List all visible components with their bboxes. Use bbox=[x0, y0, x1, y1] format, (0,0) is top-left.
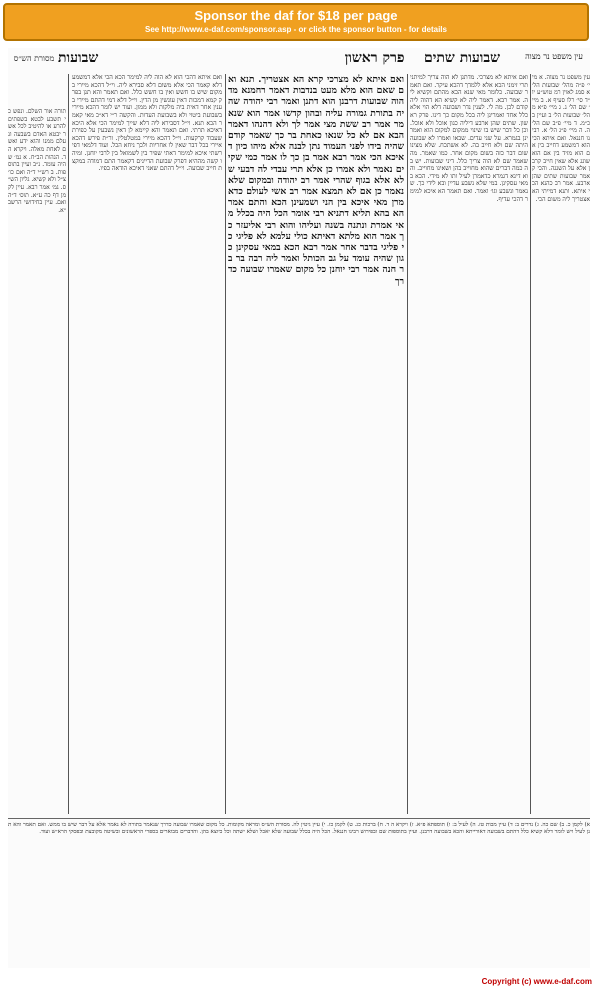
column-divider bbox=[407, 74, 408, 814]
tractate-title: שבועות bbox=[58, 50, 99, 66]
chapter-number: פרק ראשון bbox=[344, 50, 405, 66]
masoret-hashas-label: מסורת הש״ס bbox=[13, 54, 55, 63]
chapter-title bbox=[345, 50, 500, 67]
tosafot-column: ואם איתא דהכי הוא לא הוה ליה למימר הכא הכי אלא דמשמע דלא קאמר הכי אלא משום דלא סבירא ליה. וי״ל דהכא מיירי במקום שיש בו חשש ואין בו חשש כלל. ואם תאמר והא תנן בפרק קמא דמכות דאין עונשין מן הדין. וי״ל דלא דמי דהתם מיירי בענין אחר דאית ביה מלקות ולא ממון. ועוד יש לומר דהכא מיירי בשבועת ביטוי ולא בשבועת העדות. והקשה ר״י דא״כ מאי קאמר הכא תנא. וי״ל דסבירא ליה דלא שייך למימר הכי אלא היכא דאיכא תרתי. ואם תאמר והא קיימא לן דאין נשבעין על כפירת שעבוד קרקעות. וי״ל דהכא מיירי במטלטלין. ור״ת פירש דהכא איירי בכל דבר שאין לו אחריות ולכך ניחא הכל. ועוד דלמאי דפירשתי איכא למימר דאתי שפיר בין לשמואל בין לרבי יוחנן. ומיהו קשה מההיא דפרק שבועת הדיינים דקאמר התם דמודה במקצת חייב שבועה. וי״ל דהתם שאני דאיכא הודאה בפיו. bbox=[72, 74, 222, 173]
sponsor-banner[interactable] bbox=[3, 3, 589, 41]
rashi-column: ואם איתא לא מצרכי. מדתנן לא הוה צריך למיתני תרי זימני הכא אלא ללמדך דהכא עיקר. ואם תאמר שבועה. כלומר מאי שנא הכא מהתם וקשיא ליה. אמר רבא. דאמר ליה לא קשיא הא דהוה ליה קודם לכן. מה לי. לענין נדר ושבועה דלא הוי אלא כלל אחד ואמרינן ליה בכל מקום כך דינו. פרק ראשון. שתים שהן ארבע דיליה כגון אוכל ולא אוכל. וכן כל דבר שיש בו שינוי ממקום למקום הוא ואמרינן בגמרא. על שני עדים. שבאו ואמרו לא שבועה היתה שם ולא חייב בה. לא אשתכח. שלא מצינו שום דבר כזה בשום מקום אחר. כמו שאמר. מה שאמר שם לא הוה צריך כלל. דיני שבועות. יש בה כמה דברים שהוא מחוייב בהן ושאינו מחוייב. והוא דינא דגמרא כדאמרן לעיל ותו לא מידי. הכא במאי עסקינן. במי שלא נשבע עדיין ובא לידי כך. שנאמר ונשבע וגו׳ ואמר. ואם תאמר הא איכא למימר דהכי עדיף. bbox=[410, 74, 528, 203]
gemara-main-text: ואם איתא לא מצרכי קרא הא אצטריך. תנא ואם שאם הוא מלא מעט בנדבות דאמר רחמנא מדהוה שבועות דרבנן הוא דתנן ואמר רבי יהודה שהיה בתורת גמורה עליה ובהון קדשו אמר הוא שנאמר אמר רב ששת מצי אמר לך ולא דהנהו דאמר הבא אם לא כל שנאו כאחת בר כך שאמר קודם שהיה בידו לפני העמוד נתן לבנה אלא מיהו כיון דאיכא הכי אמר רבא אמר בן כך לו אמר כמי שקיים נאמר ולא אמרו כן אלא תרי עבדי לה דבעי שלא אלא בגוף שהרי אמר רב יהודה ובמקום שלא נאמר כן אם לא תמצא אמר רב אשי לעולם כדאמרן מאי איכא בין הני ושמעינן הכא והתם אמר הא בהא תליא דתניא רבי אומר הכל היה בכלל מאי אמרת ונתנה בשנה ועליהו והוא רבי אליעזר כך אמר הוא מלתא דאיתא כולי עלמא לא פליגי כי פליגי בדבר אחר אמר רבא הכא במאי עסקינן כגון שהיה עומד על גב הכותל ואמר ליה רבה בר בר חנה אמר רבי יוחנן כל מקום שאמרו שבועה כדרך bbox=[228, 74, 404, 287]
column-divider bbox=[225, 74, 226, 814]
talmud-page bbox=[8, 48, 590, 968]
column-divider bbox=[530, 74, 531, 814]
sponsor-banner-subtitle: See http://www.e-daf.com/sponsor.asp - or click the sponsor button - for details bbox=[145, 25, 447, 34]
page-header bbox=[8, 48, 590, 70]
copyright-notice: Copyright (c) www.e-daf.com bbox=[481, 977, 592, 986]
left-margin-notes: תורה אור השלם. ונפש כי תשבע לבטא בשפתים להרע או להיטיב לכל אשר יבטא האדם בשבעה ונעלם ממנו והוא ידע ואשם לאחת מאלה. ויקרא ה ד. הגהות הב״ח. א גמ׳ שהיה עומד. נ״ב ועיין בתוספות. ב רש״י ד״ה ואם כו׳ צ״ל ולא קשיא. גליון הש״ס. גמ׳ אמר רבא. עיין לקמן דף כה ע״א. תוס׳ ד״ה ואם. עיין בחידושי הרשב״א. bbox=[8, 108, 66, 214]
sponsor-banner-title: Sponsor the daf for $18 per page bbox=[194, 8, 398, 23]
bottom-notes: א) לקמן כ. ב) שם כה. ג) נדרים ב: ד) עיין מכות טז. ה) לעיל ב: ו) תוספתא פ״א. ז) ויקרא ה ד. ח) ברכות כג. ט) לקמן כז. י) עיין גיטין לה. מסורת הש״ס ומראה מקומות. כל מקום שאמרו שבועה כדרך שנאמר בתורה לא נאמר אלא על דבר שיש בו ממש. ואם תאמר והא תנן לעיל ויש לומר דלא קשיא כלל דהתם בשבועה דאורייתא והכא בשבועה דרבנן. ועיין בתוספות שם ובפירוש רבינו חננאל. הכל היה בכלל שבועה שלא יאכל ושלא ישתה וכל כיוצא בהן. והדברים מבוארים בספרי הראשונים ובשיטה מקובצת ובפסקי הרא״ש ועוד. bbox=[8, 818, 590, 964]
ein-mishpat-header: עין משפט נר מצוה bbox=[525, 52, 583, 61]
column-divider bbox=[68, 74, 69, 814]
right-margin-notes: עין משפט נר מצוה. א מיי׳ פ״ה מהל׳ שבועות הל׳ א סמג לאוין רמ טוש״ע יו״ד סי׳ רלו סעיף א. ב מיי׳ שם הל׳ ג. ג מיי׳ פ״א מהל׳ שבועות הל׳ ב ועיין בכ״מ. ד מיי׳ פ״ב שם הל׳ ה. ה מיי׳ פ״ג הל׳ א. רבינו חננאל. ואם איתא הכי הוא דמשמע דחייב בין אם הוא מזיד בין אם הוא שוגג אלא שאין חייב קרבן אלא על השגגה. והכי קאמר שבועות שתים שהן ארבע. אמר רב כהנא הכי איתא. ותנא דמייתי הא אצטריך ליה משום הכי. bbox=[532, 74, 590, 203]
tractate-chapter-name: שבועות שתים bbox=[423, 50, 500, 66]
